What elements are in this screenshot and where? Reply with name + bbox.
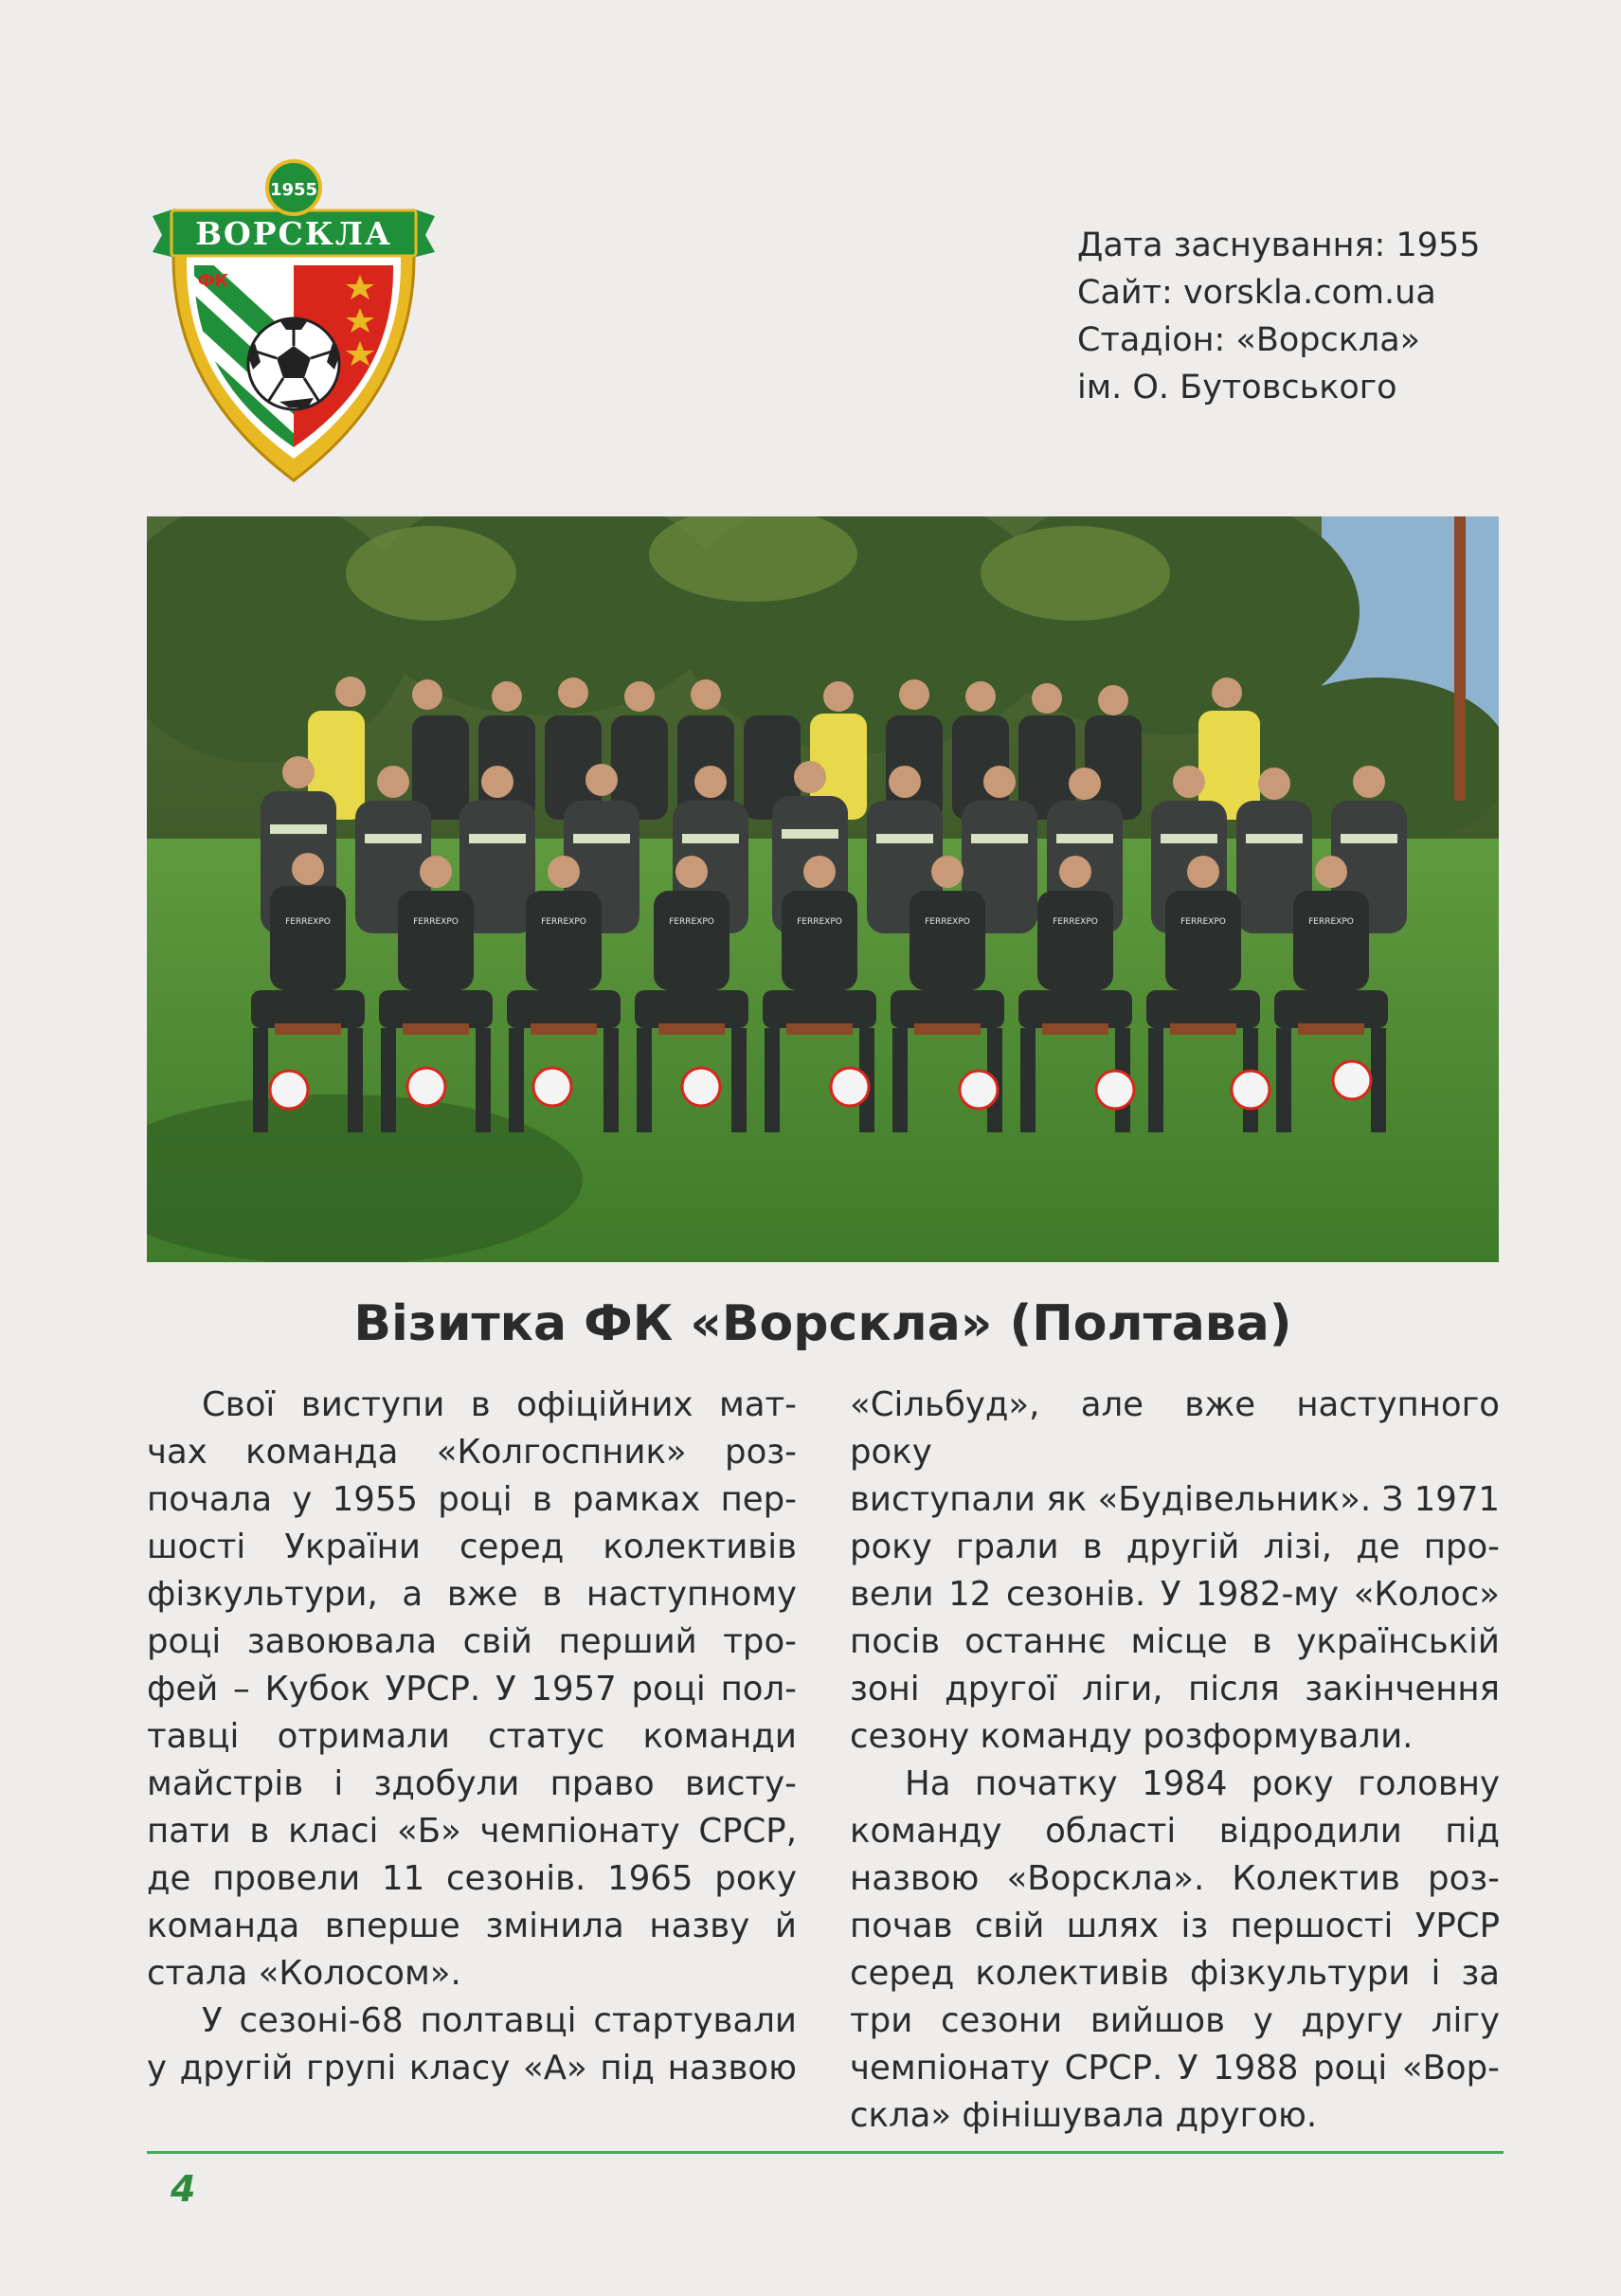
kit-sponsor: FERREXPO bbox=[797, 917, 842, 927]
text-line: чах команда «Колгоспник» роз- bbox=[147, 1433, 797, 1472]
text-line: фей – Кубок УРСР. У 1957 році пол- bbox=[147, 1670, 797, 1708]
text-line: команду області відродили під bbox=[850, 1812, 1500, 1851]
text-line: три сезони вийшов у другу лігу bbox=[850, 2001, 1500, 2040]
text-line: На початку 1984 року головну bbox=[905, 1764, 1500, 1803]
text-line: скла» фінішувала другою. bbox=[850, 2096, 1318, 2135]
article-right-column bbox=[850, 1382, 1500, 2140]
text-line: назвою «Ворскла». Колектив роз- bbox=[850, 1859, 1500, 1898]
text-line: Свої виступи в офіційних мат- bbox=[202, 1385, 797, 1424]
text-line: тавці отримали статус команди bbox=[147, 1717, 797, 1756]
text-line: почав свій шлях із першості УРСР bbox=[850, 1907, 1500, 1945]
article-left-column bbox=[147, 1382, 797, 2092]
text-line: команда вперше змінила назву й bbox=[147, 1907, 797, 1945]
crest-name: ВОРСКЛА bbox=[195, 215, 392, 252]
founded-date: Дата заснування: 1955 bbox=[1077, 226, 1481, 264]
text-line: стала «Колосом». bbox=[147, 1954, 461, 1993]
text-line: році завоювала свій перший тро- bbox=[147, 1622, 797, 1661]
text-line: чемпіонату СРСР. У 1988 році «Вор- bbox=[850, 2049, 1500, 2088]
crest-year: 1955 bbox=[269, 180, 318, 200]
text-line: зоні другої ліги, після закінчення bbox=[850, 1670, 1500, 1708]
text-line: вели 12 сезонів. У 1982-му «Колос» bbox=[850, 1575, 1500, 1614]
text-line: пати в класі «Б» чемпіонату СРСР, bbox=[147, 1812, 797, 1851]
stadium-name: Стадіон: «Ворскла» bbox=[1077, 321, 1421, 359]
kit-sponsor: FERREXPO bbox=[669, 917, 714, 927]
text-line: майстрів і здобули право висту- bbox=[147, 1764, 797, 1803]
text-line: «Сільбуд», але вже наступного року bbox=[850, 1385, 1500, 1472]
footer-divider bbox=[147, 2151, 1504, 2154]
text-line: серед колективів фізкультури і за bbox=[850, 1954, 1500, 1993]
text-line: посів останнє місце в українській bbox=[850, 1622, 1500, 1661]
kit-sponsor: FERREXPO bbox=[1053, 917, 1098, 927]
club-info bbox=[1077, 222, 1570, 411]
kit-sponsor: FERREXPO bbox=[413, 917, 459, 927]
kit-sponsor: FERREXPO bbox=[541, 917, 586, 927]
text-line: у другій групі класу «А» під назвою bbox=[147, 2049, 797, 2088]
page-number: 4 bbox=[171, 2168, 196, 2210]
text-line: року грали в другій лізі, де про- bbox=[850, 1528, 1500, 1566]
article-title: Візитка ФК «Ворскла» (Полтава) bbox=[353, 1295, 1292, 1352]
crest-abbr: ФК bbox=[197, 271, 229, 291]
text-line: шості України серед колективів bbox=[147, 1528, 797, 1566]
kit-sponsor: FERREXPO bbox=[285, 917, 331, 927]
text-line: фізкультури, а вже в наступному bbox=[147, 1575, 797, 1614]
kit-sponsor: FERREXPO bbox=[1308, 917, 1354, 927]
text-line: сезону команду розформували. bbox=[850, 1717, 1414, 1756]
kit-sponsor: FERREXPO bbox=[925, 917, 970, 927]
kit-sponsor: FERREXPO bbox=[1180, 917, 1226, 927]
club-website: Сайт: vorskla.com.ua bbox=[1077, 274, 1436, 312]
team-photo bbox=[147, 516, 1499, 1262]
text-line: почала у 1955 році в рамках пер- bbox=[147, 1480, 797, 1519]
stadium-name-line2: ім. О. Бутовського bbox=[1077, 369, 1397, 407]
club-crest-logo bbox=[147, 154, 441, 490]
text-line: У сезоні-68 полтавці стартували bbox=[202, 2001, 797, 2040]
text-line: де провели 11 сезонів. 1965 року bbox=[147, 1859, 797, 1898]
text-line: виступали як «Будівельник». З 1971 bbox=[850, 1480, 1500, 1519]
